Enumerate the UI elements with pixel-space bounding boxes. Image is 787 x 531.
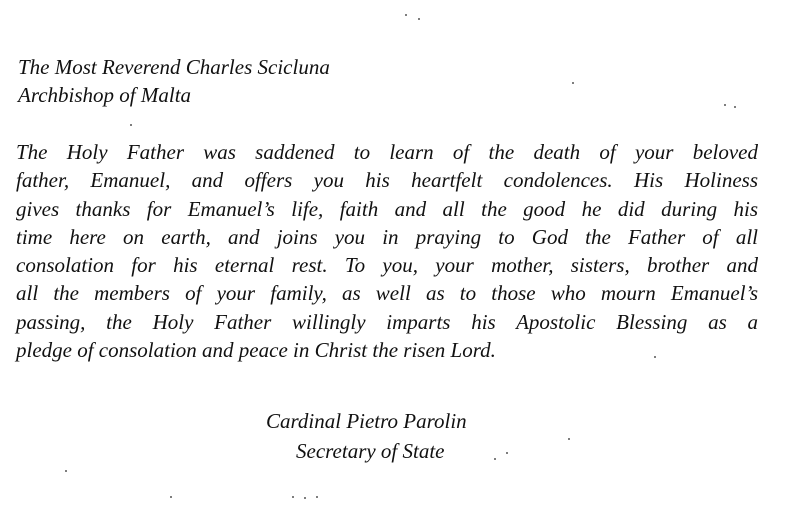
- scan-speck: [418, 18, 420, 20]
- message-line: father, Emanuel, and offers you his heartfelt condolences. His Holiness: [16, 168, 758, 193]
- scan-speck: [65, 470, 67, 472]
- scan-speck: [170, 496, 172, 498]
- message-line: The Holy Father was saddened to learn of the death of your beloved: [16, 140, 758, 164]
- condolence-message: [16, 138, 758, 364]
- scan-speck: [304, 497, 306, 499]
- message-line: pledge of consolation and peace in Christ the risen Lord.: [16, 338, 496, 363]
- addressee-block: [18, 53, 330, 109]
- signatory-name: Cardinal Pietro Parolin: [266, 409, 467, 433]
- scan-speck: [654, 356, 656, 358]
- scan-speck: [572, 82, 574, 84]
- scan-speck: [568, 438, 570, 440]
- scan-speck: [494, 458, 496, 460]
- addressee-name: The Most Reverend Charles Scicluna: [18, 55, 330, 79]
- message-line: consolation for his eternal rest. To you, your mother, sisters, brother and: [16, 253, 758, 278]
- message-line: passing, the Holy Father willingly imparts his Apostolic Blessing as a: [16, 309, 758, 334]
- scan-speck: [405, 14, 407, 16]
- scan-speck: [316, 496, 318, 498]
- message-line: all the members of your family, as well as to those who mourn Emanuel’s: [16, 281, 758, 306]
- signatory-title: Secretary of State: [296, 439, 445, 463]
- scan-speck: [734, 106, 736, 108]
- scan-speck: [130, 124, 132, 126]
- scan-speck: [506, 452, 508, 454]
- scan-speck: [292, 496, 294, 498]
- scan-speck: [724, 104, 726, 106]
- addressee-title: Archbishop of Malta: [18, 83, 192, 107]
- message-line: time here on earth, and joins you in praying to God the Father of all: [16, 224, 758, 249]
- message-line: gives thanks for Emanuel’s life, faith and all the good he did during his: [16, 196, 758, 221]
